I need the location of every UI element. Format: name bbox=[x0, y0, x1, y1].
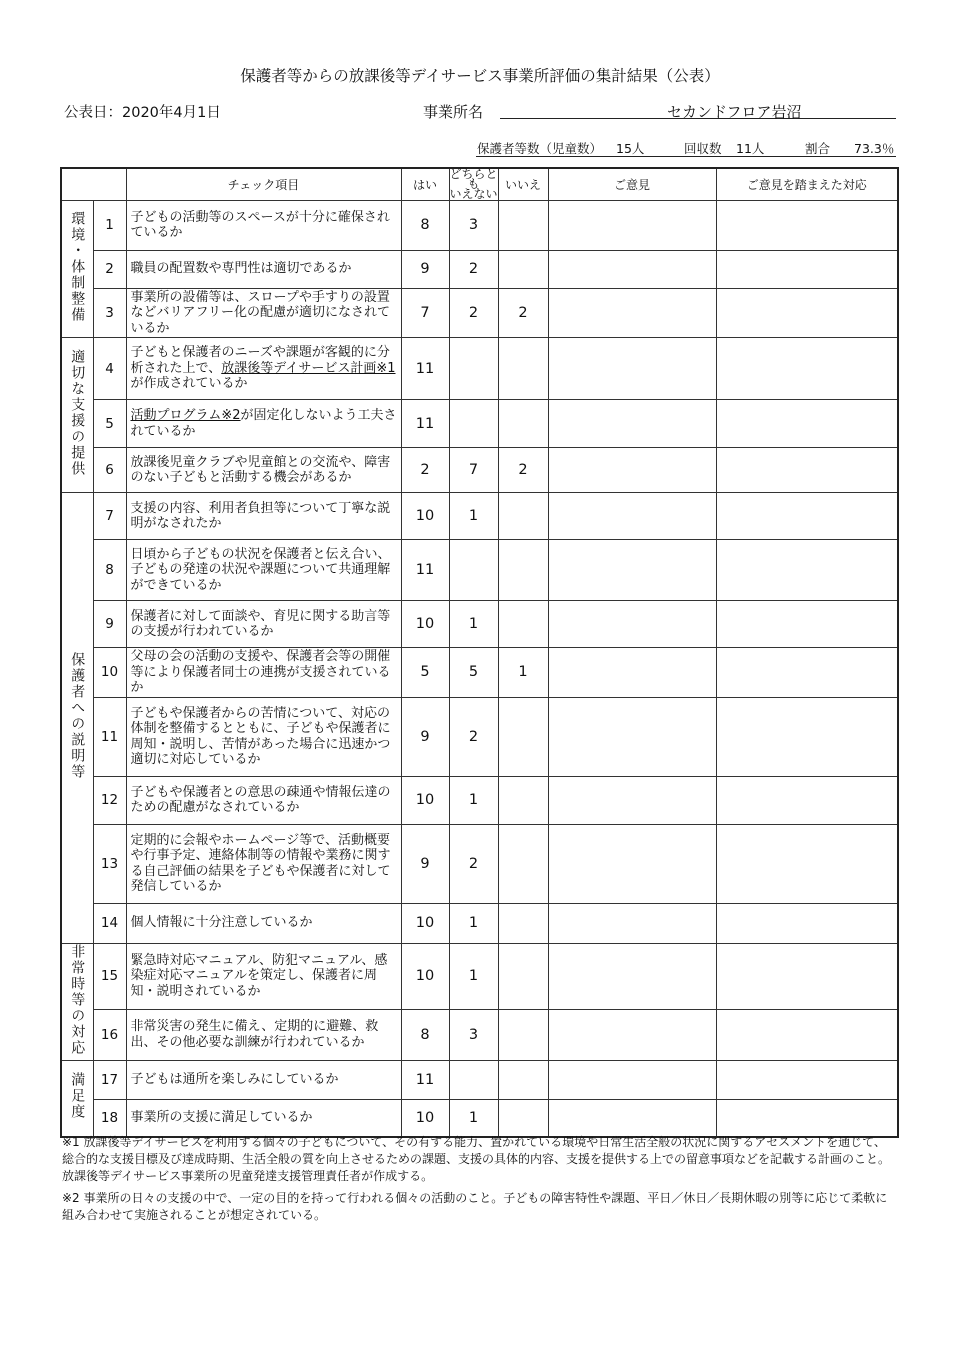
item-text-segment: が固定化しないよう工夫されているか bbox=[130, 408, 397, 439]
collected-value: 11人 bbox=[736, 141, 765, 156]
count-neither: 2 bbox=[449, 824, 498, 903]
opinion-cell bbox=[548, 1009, 716, 1060]
count-neither: 1 bbox=[449, 601, 498, 648]
opinion-cell bbox=[548, 824, 716, 903]
evaluation-table bbox=[60, 167, 899, 1138]
header-check-item: チェック項目 bbox=[126, 168, 401, 200]
check-item-text: 父母の会の活動の支援や、保護者会等の開催等により保護者同士の連携が支援されているか bbox=[126, 648, 401, 698]
opinion-cell bbox=[548, 200, 716, 250]
category-cell bbox=[61, 943, 93, 1060]
item-number: 16 bbox=[93, 1009, 126, 1060]
header-response: ご意見を踏まえた対応 bbox=[716, 168, 898, 200]
check-item-text bbox=[126, 400, 401, 448]
opinion-cell bbox=[548, 943, 716, 1009]
category-cell bbox=[61, 200, 93, 338]
item-number: 7 bbox=[93, 493, 126, 540]
check-item-text: 子どもや保護者からの苦情について、対応の体制を整備するとともに、子どもや保護者に周知・説明し、苦情があった場合に迅速かつ適切に対応しているか bbox=[126, 697, 401, 776]
table-row bbox=[61, 400, 898, 448]
count-no: 1 bbox=[498, 648, 548, 698]
count-yes: 9 bbox=[401, 824, 449, 903]
opinion-cell bbox=[548, 288, 716, 338]
count-no bbox=[498, 250, 548, 288]
check-item-text: 定期的に会報やホームページ等で、活動概要や行事予定、連絡体制等の情報や業務に関する自己評価の結果を子どもや保護者に対して発信しているか bbox=[126, 824, 401, 903]
item-number: 4 bbox=[93, 338, 126, 400]
response-cell bbox=[716, 601, 898, 648]
count-neither: 3 bbox=[449, 1009, 498, 1060]
table-row bbox=[61, 1009, 898, 1060]
table-row bbox=[61, 250, 898, 288]
check-item-text: 事業所の設備等は、スロープや手すりの設置などバリアフリー化の配慮が適切になされているか bbox=[126, 288, 401, 338]
response-cell bbox=[716, 448, 898, 493]
count-no bbox=[498, 540, 548, 601]
header-no: いいえ bbox=[498, 168, 548, 200]
check-item-text: 保護者に対して面談や、育児に関する助言等の支援が行われているか bbox=[126, 601, 401, 648]
response-cell bbox=[716, 903, 898, 943]
item-number: 5 bbox=[93, 400, 126, 448]
count-yes: 10 bbox=[401, 601, 449, 648]
item-number: 12 bbox=[93, 776, 126, 824]
table-row bbox=[61, 824, 898, 903]
count-yes: 9 bbox=[401, 697, 449, 776]
opinion-cell bbox=[548, 448, 716, 493]
item-number: 18 bbox=[93, 1099, 126, 1137]
opinion-cell bbox=[548, 697, 716, 776]
response-cell bbox=[716, 1060, 898, 1099]
table-row bbox=[61, 776, 898, 824]
check-item-text: 子どもの活動等のスペースが十分に確保されているか bbox=[126, 200, 401, 250]
header-row bbox=[61, 168, 898, 200]
response-cell bbox=[716, 648, 898, 698]
count-no bbox=[498, 776, 548, 824]
page-title: 保護者等からの放課後等デイサービス事業所評価の集計結果（公表） bbox=[240, 67, 720, 85]
count-yes: 7 bbox=[401, 288, 449, 338]
table-row bbox=[61, 697, 898, 776]
response-cell bbox=[716, 200, 898, 250]
collected-label: 回収数 bbox=[684, 141, 722, 156]
count-neither bbox=[449, 400, 498, 448]
header-yes: はい bbox=[401, 168, 449, 200]
item-number: 17 bbox=[93, 1060, 126, 1099]
office-label: 事業所名 bbox=[423, 103, 484, 121]
table-body bbox=[61, 200, 898, 1137]
guardians-label: 保護者等数（児童数） bbox=[477, 141, 603, 156]
footnote-1: ※1 放課後等デイサービスを利用する個々の子どもについて、その有する能力、置かれている環境や日常生活全般の状況に関するアセスメントを通じて、総合的な支援目標及び達成時期、生活全般の質を向上させるための課題、支援の具体的内容、支援を提供する上での留意事項などを記載する計画のこと。放課後等デイサービス事業所の児童発達支援管理責任者が作成する。 bbox=[62, 1135, 891, 1183]
count-no bbox=[498, 697, 548, 776]
check-item-text: 職員の配置数や専門性は適切であるか bbox=[126, 250, 401, 288]
footnote-term: 放課後等デイサービス計画※1 bbox=[221, 360, 396, 376]
table-row bbox=[61, 1099, 898, 1137]
item-number: 8 bbox=[93, 540, 126, 601]
table-row bbox=[61, 448, 898, 493]
count-neither: 1 bbox=[449, 776, 498, 824]
response-cell bbox=[716, 338, 898, 400]
ratio-label: 割合 bbox=[805, 141, 831, 156]
category-label: 非常時等の対応 bbox=[69, 943, 86, 1056]
category-label: 環境・体制整備 bbox=[69, 210, 86, 323]
count-neither bbox=[449, 1060, 498, 1099]
check-item-text: 非常災害の発生に備え、定期的に避難、救出、その他必要な訓練が行われているか bbox=[126, 1009, 401, 1060]
table-row bbox=[61, 648, 898, 698]
guardians-value: 15人 bbox=[616, 141, 645, 156]
count-no bbox=[498, 493, 548, 540]
count-neither: 5 bbox=[449, 648, 498, 698]
response-cell bbox=[716, 943, 898, 1009]
item-text-segment: が作成されているか bbox=[130, 376, 248, 392]
office-name: セカンドフロア岩沼 bbox=[667, 103, 802, 121]
count-no bbox=[498, 601, 548, 648]
count-neither bbox=[449, 338, 498, 400]
check-item-text: 日頃から子どもの状況を保護者と伝え合い、子どもの発達の状況や課題について共通理解ができているか bbox=[126, 540, 401, 601]
count-neither bbox=[449, 540, 498, 601]
footnote-2: ※2 事業所の日々の支援の中で、一定の目的を持って行われる個々の活動のこと。子どもの障害特性や課題、平日／休日／長期休暇の別等に応じて柔軟に組み合わせて実施されることが想定されている。 bbox=[62, 1191, 888, 1222]
check-item-text: 緊急時対応マニュアル、防犯マニュアル、感染症対応マニュアルを策定し、保護者に周知・説明されているか bbox=[126, 943, 401, 1009]
count-no: 2 bbox=[498, 448, 548, 493]
header-opinion: ご意見 bbox=[548, 168, 716, 200]
category-label: 保護者への説明等 bbox=[69, 651, 86, 780]
ratio-value: 73.3％ bbox=[854, 141, 895, 156]
response-cell bbox=[716, 776, 898, 824]
table-row bbox=[61, 493, 898, 540]
item-number: 2 bbox=[93, 250, 126, 288]
count-neither: 1 bbox=[449, 903, 498, 943]
count-neither: 2 bbox=[449, 250, 498, 288]
count-yes: 10 bbox=[401, 1099, 449, 1137]
category-label: 適切な支援の提供 bbox=[69, 349, 86, 477]
item-number: 6 bbox=[93, 448, 126, 493]
opinion-cell bbox=[548, 250, 716, 288]
table-row bbox=[61, 601, 898, 648]
count-yes: 10 bbox=[401, 493, 449, 540]
opinion-cell bbox=[548, 776, 716, 824]
item-number: 3 bbox=[93, 288, 126, 338]
count-yes: 11 bbox=[401, 400, 449, 448]
response-cell bbox=[716, 824, 898, 903]
count-neither: 2 bbox=[449, 288, 498, 338]
count-no: 2 bbox=[498, 288, 548, 338]
response-cell bbox=[716, 250, 898, 288]
count-yes: 11 bbox=[401, 1060, 449, 1099]
check-item-text: 支援の内容、利用者負担等について丁寧な説明がなされたか bbox=[126, 493, 401, 540]
response-cell bbox=[716, 493, 898, 540]
item-number: 11 bbox=[93, 697, 126, 776]
count-yes: 10 bbox=[401, 943, 449, 1009]
count-no bbox=[498, 943, 548, 1009]
category-cell bbox=[61, 493, 93, 944]
table-row bbox=[61, 1060, 898, 1099]
item-number: 9 bbox=[93, 601, 126, 648]
count-yes: 11 bbox=[401, 540, 449, 601]
count-yes: 9 bbox=[401, 250, 449, 288]
check-item-text: 放課後児童クラブや児童館との交流や、障害のない子どもと活動する機会があるか bbox=[126, 448, 401, 493]
count-neither: 1 bbox=[449, 1099, 498, 1137]
response-cell bbox=[716, 288, 898, 338]
opinion-cell bbox=[548, 1099, 716, 1137]
item-number: 10 bbox=[93, 648, 126, 698]
count-no bbox=[498, 400, 548, 448]
opinion-cell bbox=[548, 400, 716, 448]
count-no bbox=[498, 200, 548, 250]
opinion-cell bbox=[548, 601, 716, 648]
category-cell bbox=[61, 1060, 93, 1137]
count-yes: 2 bbox=[401, 448, 449, 493]
count-no bbox=[498, 338, 548, 400]
category-label: 満足度 bbox=[69, 1072, 86, 1121]
response-cell bbox=[716, 1099, 898, 1137]
check-item-text: 個人情報に十分注意しているか bbox=[126, 903, 401, 943]
opinion-cell bbox=[548, 493, 716, 540]
opinion-cell bbox=[548, 1060, 716, 1099]
opinion-cell bbox=[548, 903, 716, 943]
count-yes: 5 bbox=[401, 648, 449, 698]
check-item-text bbox=[126, 338, 401, 400]
response-cell bbox=[716, 540, 898, 601]
count-neither: 7 bbox=[449, 448, 498, 493]
header-neither: どちらとも いえない bbox=[449, 167, 498, 202]
table-row bbox=[61, 540, 898, 601]
header-blank bbox=[61, 168, 126, 200]
count-yes: 8 bbox=[401, 200, 449, 250]
response-cell bbox=[716, 400, 898, 448]
check-item-text: 子どもや保護者との意思の疎通や情報伝達のための配慮がなされているか bbox=[126, 776, 401, 824]
count-neither: 2 bbox=[449, 697, 498, 776]
count-no bbox=[498, 903, 548, 943]
response-cell bbox=[716, 697, 898, 776]
stats-underline bbox=[476, 156, 896, 157]
opinion-cell bbox=[548, 540, 716, 601]
opinion-cell bbox=[548, 648, 716, 698]
count-neither: 3 bbox=[449, 200, 498, 250]
count-yes: 11 bbox=[401, 338, 449, 400]
count-yes: 10 bbox=[401, 903, 449, 943]
count-neither: 1 bbox=[449, 943, 498, 1009]
table-row bbox=[61, 338, 898, 400]
item-number: 1 bbox=[93, 200, 126, 250]
response-cell bbox=[716, 1009, 898, 1060]
count-yes: 8 bbox=[401, 1009, 449, 1060]
count-no bbox=[498, 1060, 548, 1099]
table-row bbox=[61, 200, 898, 250]
opinion-cell bbox=[548, 338, 716, 400]
table-row bbox=[61, 288, 898, 338]
item-number: 15 bbox=[93, 943, 126, 1009]
count-neither: 1 bbox=[449, 493, 498, 540]
table-row bbox=[61, 903, 898, 943]
item-text-segment: 子どもと保護者のニーズや課題が客観的に分析された上で、 bbox=[130, 345, 390, 376]
footnote-term: 活動プログラム※2 bbox=[130, 408, 241, 423]
category-cell bbox=[61, 338, 93, 493]
check-item-text: 子どもは通所を楽しみにしているか bbox=[126, 1060, 401, 1099]
count-no bbox=[498, 1099, 548, 1137]
count-no bbox=[498, 824, 548, 903]
check-item-text: 事業所の支援に満足しているか bbox=[126, 1099, 401, 1137]
publish-date: 公表日：2020年4月1日 bbox=[64, 105, 221, 121]
item-number: 14 bbox=[93, 903, 126, 943]
item-number: 13 bbox=[93, 824, 126, 903]
table-row bbox=[61, 943, 898, 1009]
count-no bbox=[498, 1009, 548, 1060]
count-yes: 10 bbox=[401, 776, 449, 824]
